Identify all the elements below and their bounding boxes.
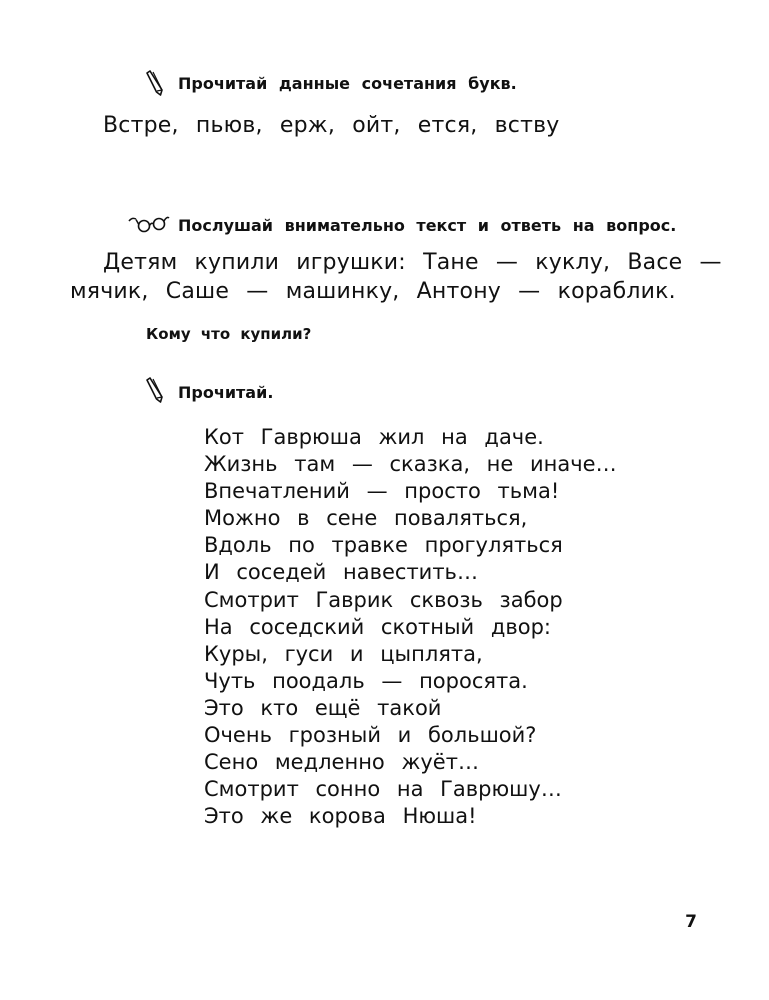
poem-line: Чуть поодаль — поросята. [204, 668, 528, 693]
poem-line: Это кто ещё такой [204, 695, 442, 720]
page-number: 7 [685, 912, 697, 932]
poem-line: Впечатлений — просто тьма! [204, 479, 560, 504]
poem-line: Вдоль по травке прогуляться [204, 533, 563, 558]
poem-line: Кот Гаврюша жил на даче. [204, 425, 544, 449]
glasses-icon [128, 213, 170, 235]
poem-line: Смотрит сонно на Гаврюшу… [204, 777, 562, 802]
poem-line: Жизнь там — сказка, не иначе… [204, 452, 617, 477]
task-2-question: Кому что купили? [146, 325, 312, 343]
pencil-icon [146, 376, 168, 404]
poem-line: Смотрит Гаврик сквозь забор [204, 587, 563, 612]
task-2-text-line-2: мячик, Саше — машинку, Антону — кораблик. [70, 279, 676, 304]
pencil-icon [146, 69, 168, 97]
task-1-title: Прочитай данные сочетания букв. [178, 74, 517, 93]
task-2-text-line-1: Детям купили игрушки: Тане — куклу, Васе — [103, 250, 722, 275]
poem [204, 424, 617, 830]
poem-line: Можно в сене поваляться, [204, 506, 528, 531]
poem-line: На соседский скотный двор: [204, 614, 552, 639]
poem-line: Очень грозный и большой? [204, 723, 537, 748]
poem-line: Сено медленно жуёт… [204, 750, 479, 775]
task-2-title: Послушай внимательно текст и ответь на вопрос. [178, 216, 677, 235]
poem-line: И соседей навестить… [204, 560, 478, 585]
task-3-title: Прочитай. [178, 383, 274, 402]
poem-line: Это же корова Нюша! [204, 804, 477, 829]
task-1-letter-combinations: Встре, пьюв, ерж, ойт, ется, вству [103, 113, 560, 138]
poem-line: Куры, гуси и цыплята, [204, 641, 483, 666]
